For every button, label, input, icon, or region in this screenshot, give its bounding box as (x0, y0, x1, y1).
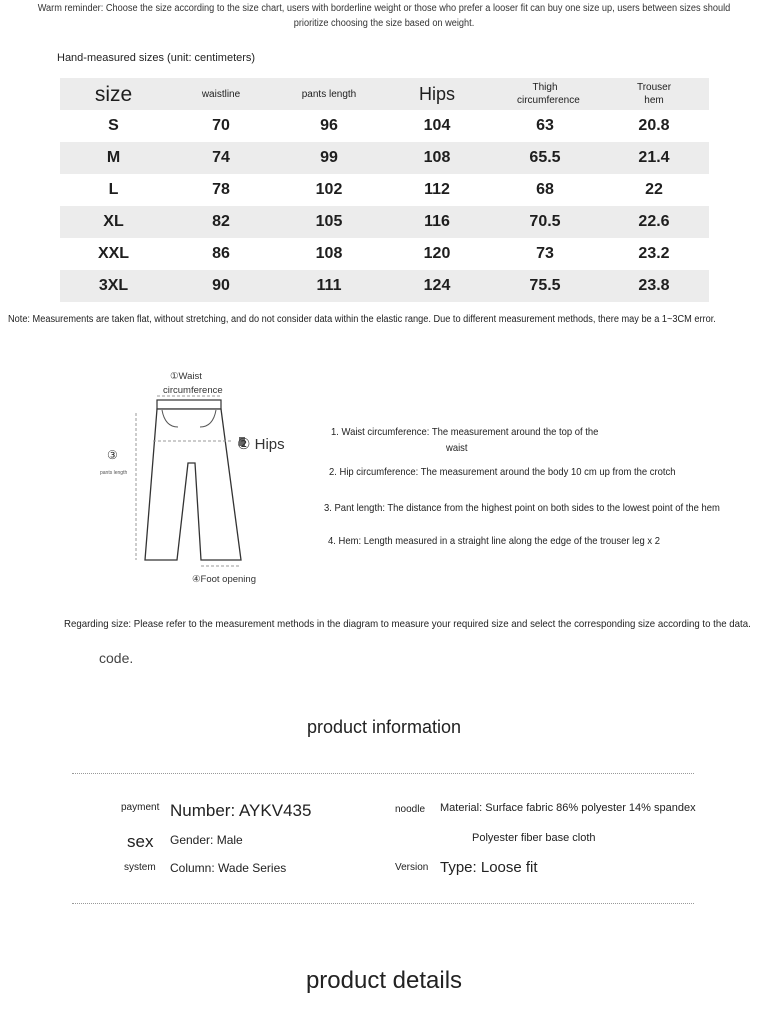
cell-waist: 82 (167, 206, 275, 238)
pants-outline (145, 409, 241, 560)
cell-thigh: 75.5 (491, 270, 599, 302)
pants-diagram (95, 363, 295, 593)
header-thigh: Thigh circumference (491, 78, 599, 110)
divider-top (72, 773, 694, 774)
cell-length: 96 (320, 117, 338, 134)
cell-hem: 21.4 (599, 142, 709, 174)
waistband-shape (157, 400, 221, 409)
cell-thigh: 70.5 (491, 206, 599, 238)
code-text: code. (99, 650, 134, 666)
waist-label-1: ①Waist (170, 371, 202, 382)
noodle-label: noodle (395, 804, 426, 815)
length-marker: ③ (107, 448, 118, 462)
cell-thigh: 73 (536, 245, 554, 262)
cell-length: 102 (315, 181, 343, 198)
foot-opening-label: ④Foot opening (192, 574, 256, 585)
desc-hem: 4. Hem: Length measured in a straight line along the edge of the trouser leg x 2 (328, 535, 661, 547)
desc-hips: 2. Hip circumference: The measurement around the body 10 cm up from the crotch (329, 466, 676, 478)
cell-hips: 124 (383, 270, 491, 302)
sex-label: sex (127, 832, 154, 851)
hips-label: ② Hips (237, 436, 285, 453)
table-row (60, 110, 709, 142)
cell-waist: 74 (167, 142, 275, 174)
product-details-title: product details (305, 967, 463, 994)
cell-thigh: 68 (536, 181, 554, 198)
cell-size: 3XL (60, 270, 167, 302)
desc-length: 3. Pant length: The distance from the highest point on both sides to the lowest point of the hem (324, 502, 720, 514)
regarding-size-text: Regarding size: Please refer to the measurement methods in the diagram to measure your required size and select the corresponding size according to the data. (64, 618, 751, 630)
cell-hips: 120 (423, 245, 451, 262)
desc-waist: 1. Waist circumference: The measurement around the top of the (331, 426, 599, 438)
cell-size: L (108, 181, 119, 198)
table-row (60, 270, 709, 302)
gender-text: Gender: Male (170, 833, 243, 847)
cell-thigh: 65.5 (491, 142, 599, 174)
header-trouser-hem: Trouser hem (599, 78, 709, 110)
header-hips: Hips (383, 78, 491, 110)
cell-waist: 86 (212, 245, 230, 262)
base-cloth-text: Polyester fiber base cloth (472, 832, 596, 844)
divider-bottom (72, 903, 694, 904)
cell-hips: 112 (424, 181, 450, 198)
header-size: size (60, 78, 167, 110)
product-information-title: product information (306, 717, 462, 737)
length-label: pants length (100, 470, 128, 476)
version-label: Version (395, 862, 429, 873)
cell-length: 105 (275, 206, 383, 238)
cell-size: S (108, 117, 119, 134)
header-waistline: waistline (167, 78, 275, 110)
cell-length: 111 (275, 270, 383, 302)
cell-hem: 23.8 (599, 270, 709, 302)
table-row (60, 142, 709, 174)
product-number: Number: AYKV435 (170, 801, 312, 820)
cell-thigh: 63 (536, 117, 554, 134)
measurement-note: Note: Measurements are taken flat, without stretching, and do not consider data within the elastic range. Due to different measurement methods, there may be a 1~3CM error. (8, 314, 716, 325)
header-pants-length: pants length (275, 78, 383, 110)
material-text: Material: Surface fabric 86% polyester 14% spandex (440, 802, 696, 814)
cell-hem: 20.8 (638, 117, 670, 134)
cell-hips: 116 (383, 206, 491, 238)
cell-hem: 22 (645, 181, 663, 198)
table-row (60, 238, 709, 270)
payment-label: payment (121, 802, 160, 813)
desc-waist-cont: waist (446, 442, 468, 454)
measured-sizes-title: Hand-measured sizes (unit: centimeters) (57, 52, 256, 64)
cell-hem: 23.2 (638, 245, 670, 262)
cell-hips: 104 (423, 117, 451, 134)
cell-waist: 70 (212, 117, 230, 134)
system-label: system (124, 862, 156, 873)
size-chart-table (60, 78, 709, 302)
type-text: Type: Loose fit (440, 859, 538, 876)
cell-size: M (60, 142, 167, 174)
cell-waist: 78 (212, 181, 230, 198)
table-row (60, 206, 709, 238)
table-row (60, 174, 709, 206)
cell-hips: 108 (383, 142, 491, 174)
cell-size: XXL (97, 245, 130, 262)
warm-reminder: Warm reminder: Choose the size according to the size chart, users with borderline weight or those who prefer a looser fit can buy one size up, users between sizes should prioritize choosing the size based on weight. (37, 3, 731, 29)
column-text: Column: Wade Series (170, 861, 287, 875)
waist-label-2: circumference (163, 385, 223, 396)
cell-length: 99 (275, 142, 383, 174)
size-chart-header (60, 78, 709, 110)
cell-hem: 22.6 (599, 206, 709, 238)
cell-waist: 90 (167, 270, 275, 302)
cell-size: XL (60, 206, 167, 238)
cell-length: 108 (315, 245, 343, 262)
